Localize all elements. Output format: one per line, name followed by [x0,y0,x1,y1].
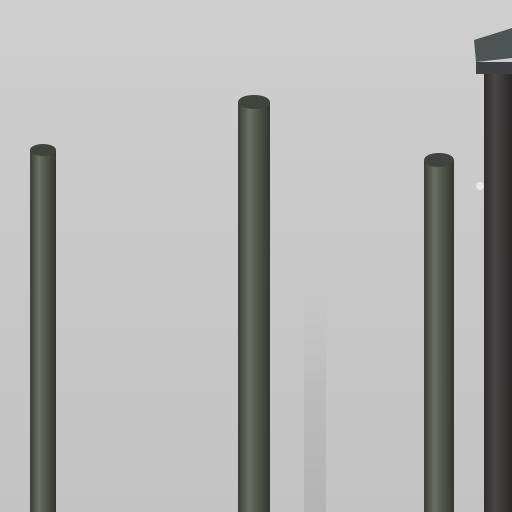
distant-pole-blur [304,270,326,512]
pole-left [30,144,56,512]
pole-center [238,95,270,512]
pole-right [424,153,454,512]
